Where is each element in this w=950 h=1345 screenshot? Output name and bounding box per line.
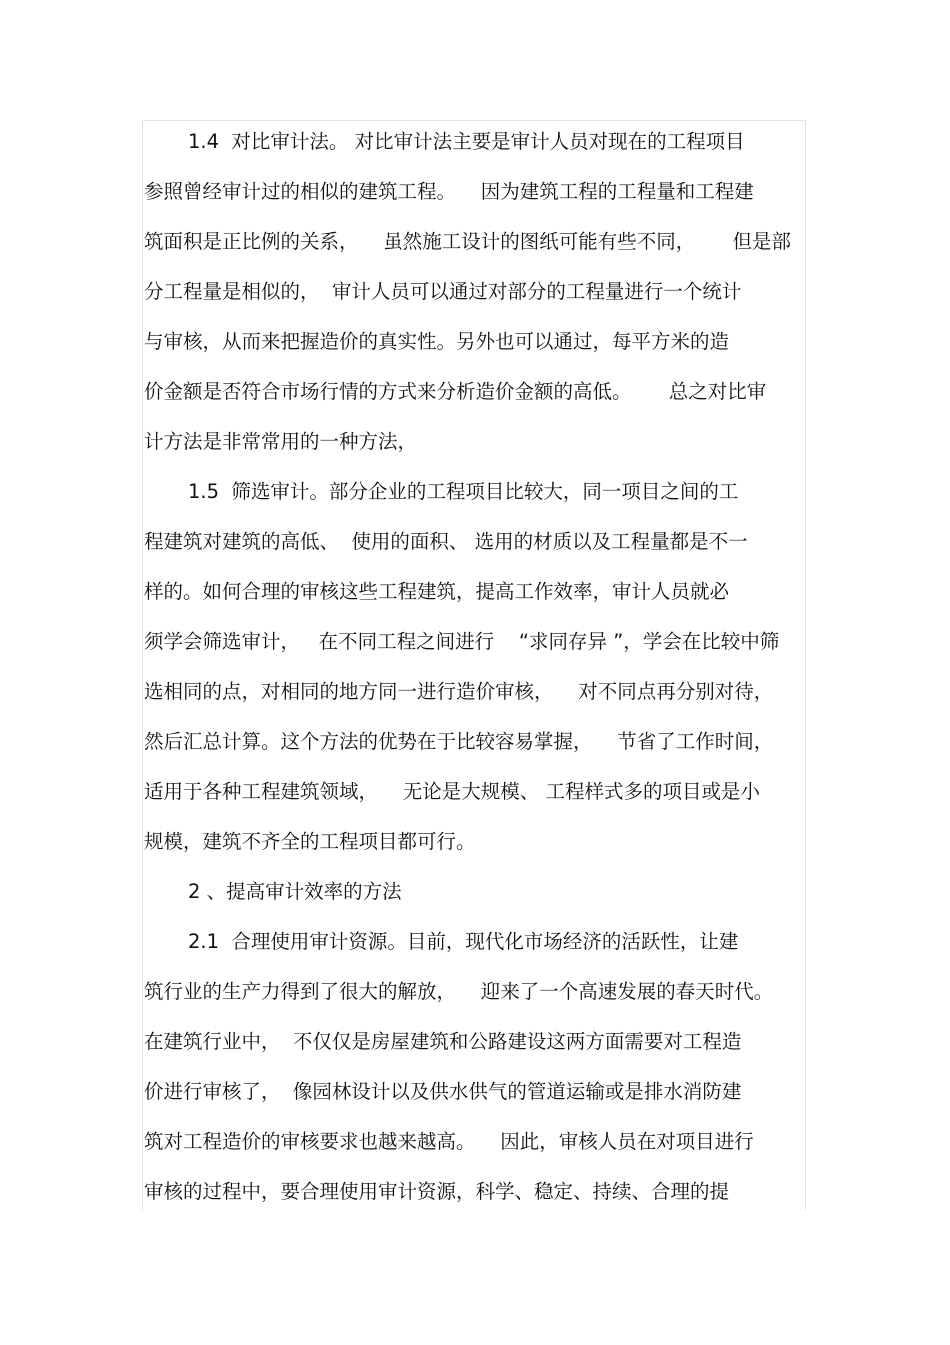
- paragraph-2-1-line-6: 审核的过程中，要合理使用审计资源，科学、稳定、持续、合理的提: [144, 1180, 730, 1203]
- paragraph-1-5-line-1: 1.5 筛选审计。部分企业的工程项目比较大，同一项目之间的工: [188, 480, 739, 503]
- paragraph-1-5-line-5: 选相同的点，对相同的地方同一进行造价审核， 对不同点再分别对待，: [144, 680, 774, 703]
- paragraph-1-5-line-4: 须学会筛选审计， 在不同工程之间进行 “求同存异 ”，学会在比较中筛: [144, 630, 780, 653]
- paragraph-1-5-line-6: 然后汇总计算。这个方法的优势在于比较容易掌握， 节省了工作时间，: [144, 730, 774, 753]
- paragraph-1-5-line-3: 样的。如何合理的审核这些工程建筑，提高工作效率，审计人员就必: [144, 580, 730, 603]
- paragraph-2-1-line-2: 筑行业的生产力得到了很大的解放， 迎来了一个高速发展的春天时代。: [144, 980, 774, 1003]
- paragraph-1-5-line-2: 程建筑对建筑的高低、 使用的面积、 选用的材质以及工程量都是不一: [144, 530, 748, 553]
- paragraph-2-1-line-1: 2.1 合理使用审计资源。目前，现代化市场经济的活跃性，让建: [188, 930, 739, 953]
- paragraph-1-5-line-8: 规模，建筑不齐全的工程项目都可行。: [144, 830, 476, 853]
- paragraph-1-4-line-1: 1.4 对比审计法。 对比审计法主要是审计人员对现在的工程项目: [188, 130, 745, 153]
- paragraph-1-4-line-3: 筑面积是正比例的关系， 虽然施工设计的图纸可能有些不同， 但是部: [144, 230, 791, 253]
- paragraph-1-4-line-7: 计方法是非常常用的一种方法，: [144, 430, 418, 453]
- paragraph-1-4-line-5: 与审核，从而来把握造价的真实性。另外也可以通过，每平方米的造: [144, 330, 730, 353]
- paragraph-2-1-line-4: 价进行审核了， 像园林设计以及供水供气的管道运输或是排水消防建: [144, 1080, 742, 1103]
- paragraph-1-4-line-4: 分工程量是相似的， 审计人员可以通过对部分的工程量进行一个统计: [144, 280, 742, 303]
- paragraph-1-4-line-6: 价金额是否符合市场行情的方式来分析造价金额的高低。 总之对比审: [144, 380, 767, 403]
- section-2-heading: 2 、提高审计效率的方法: [188, 880, 402, 903]
- paragraph-2-1-line-5: 筑对工程造价的审核要求也越来越高。 因此，审核人员在对项目进行: [144, 1130, 754, 1153]
- paragraph-1-5-line-7: 适用于各种工程建筑领域， 无论是大规模、 工程样式多的项目或是小: [144, 780, 760, 803]
- document-body: [144, 122, 806, 1222]
- paragraph-2-1-line-3: 在建筑行业中， 不仅仅是房屋建筑和公路建设这两方面需要对工程造: [144, 1030, 742, 1053]
- paragraph-1-4-line-2: 参照曾经审计过的相似的建筑工程。 因为建筑工程的工程量和工程建: [144, 180, 754, 203]
